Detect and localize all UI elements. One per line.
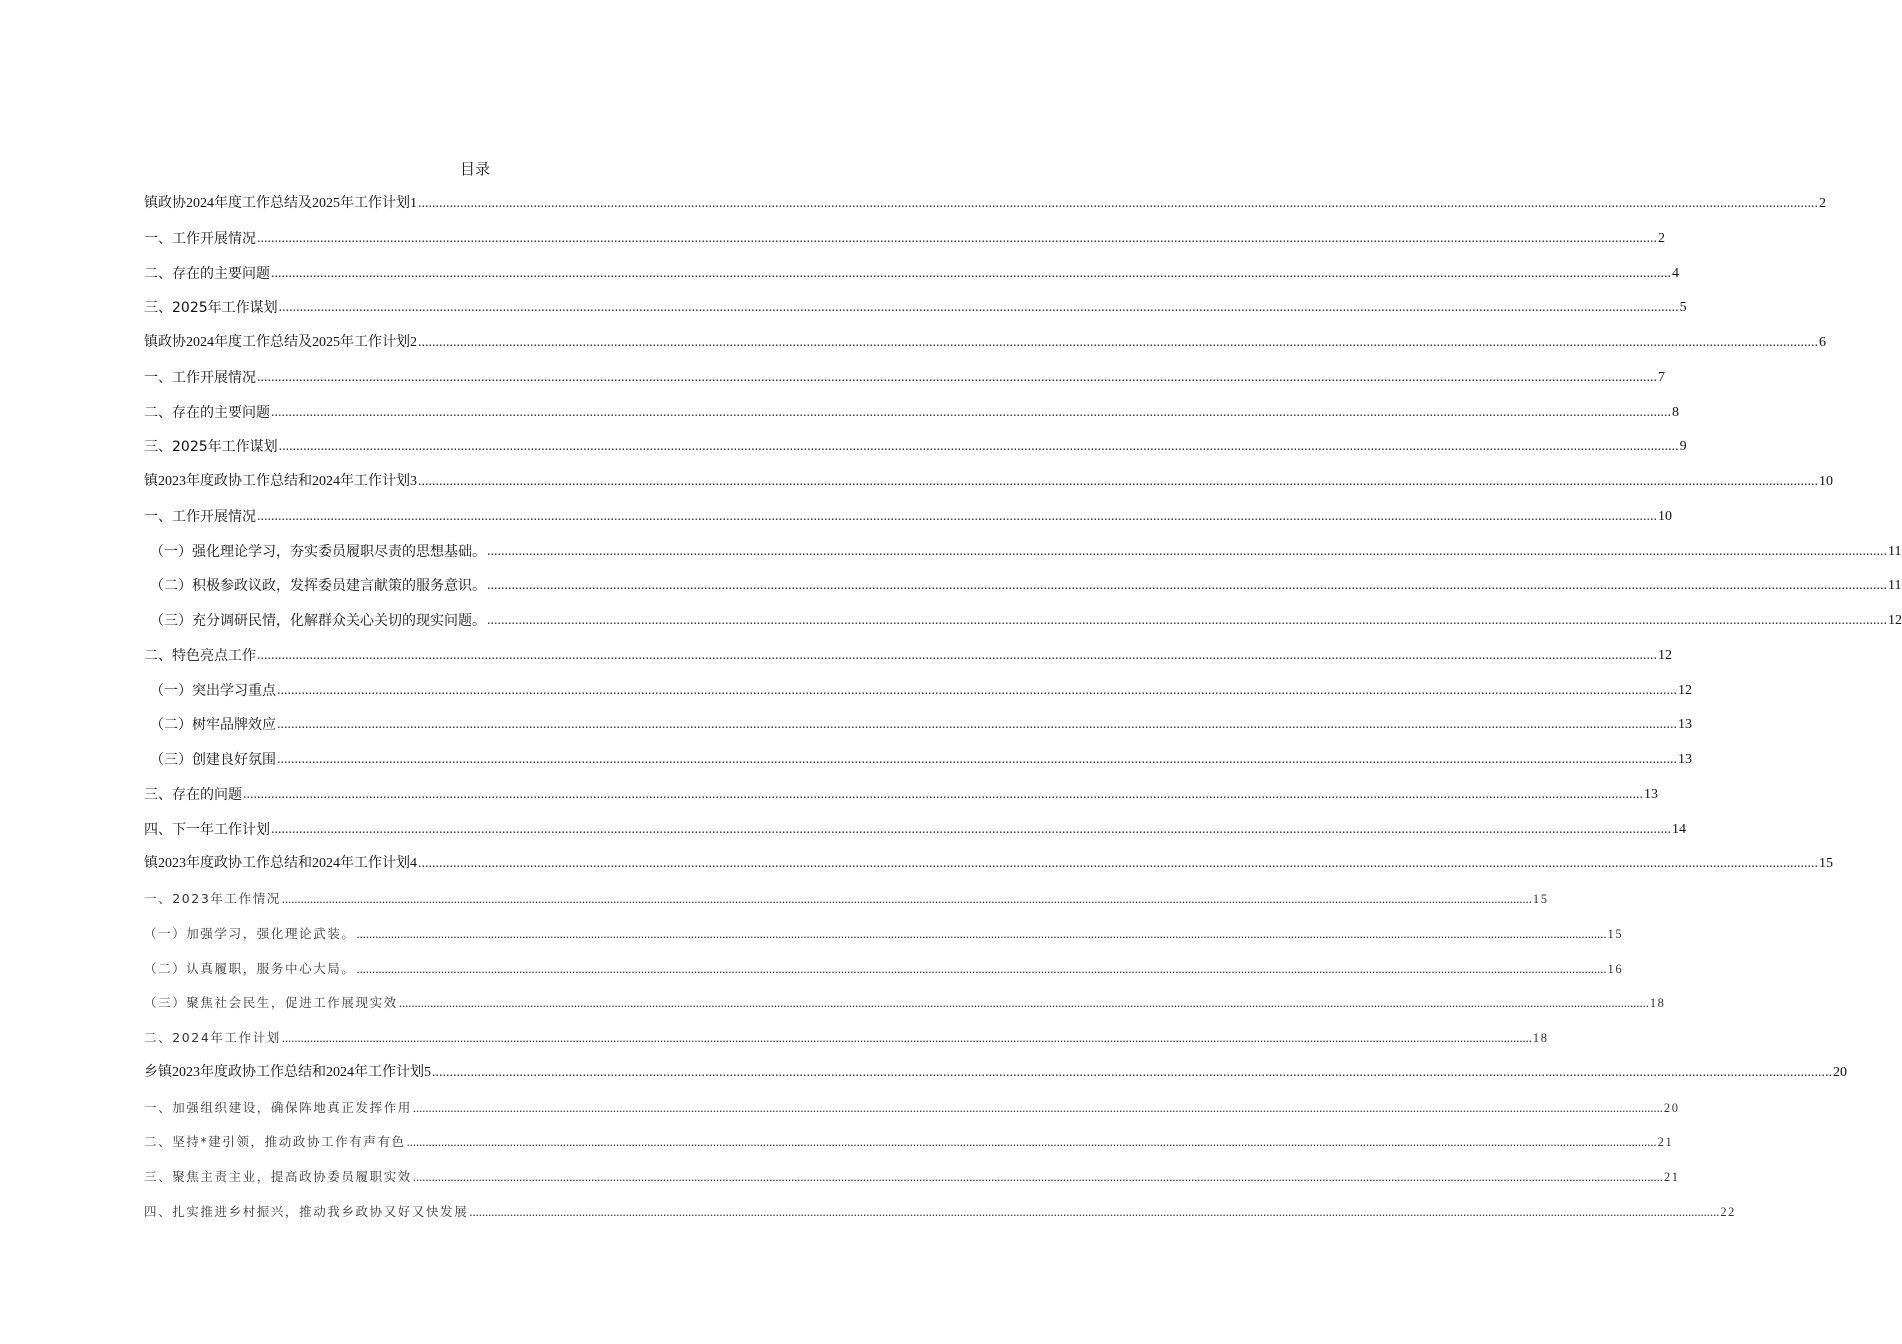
toc-page-number: 11 <box>1888 578 1902 594</box>
toc-page-number: 13 <box>1678 717 1692 733</box>
toc-entry-text: （三）充分调研民情，化解群众关心关切的现实问题。 <box>150 613 486 629</box>
toc-leader-dots: ................................................................................................................................................................................................................................................................................................................................................................................................................ <box>487 543 1887 559</box>
toc-leader-dots: ................................................................................................................................................................................................................................................................................................................................................................................................................ <box>469 1204 1720 1219</box>
toc-entry[interactable] <box>144 471 1833 506</box>
toc-entry[interactable] <box>144 402 1679 437</box>
toc-entry[interactable] <box>144 193 1826 228</box>
toc-page-number: 20 <box>1833 1064 1847 1080</box>
toc-leader-dots: ................................................................................................................................................................................................................................................................................................................................................................................................................ <box>487 613 1887 628</box>
toc-page-number: 21 <box>1663 1170 1680 1184</box>
toc-page-number: 18 <box>1532 1031 1549 1045</box>
toc-page-number: 10 <box>1658 508 1672 524</box>
toc-entry-text: （一）突出学习重点 <box>150 682 276 699</box>
toc-entry-text: 三、存在的问题 <box>144 786 242 803</box>
toc-leader-dots: ................................................................................................................................................................................................................................................................................................................................................................................................................ <box>257 230 1657 246</box>
toc-title: 目录 <box>459 160 490 178</box>
toc-entry[interactable] <box>144 1097 1680 1132</box>
toc-page-number: 9 <box>1679 439 1687 455</box>
toc-entry[interactable] <box>144 367 1665 402</box>
toc-leader-dots: ................................................................................................................................................................................................................................................................................................................................................................................................................ <box>271 265 1671 281</box>
toc-entry-text: 二、2024年工作计划 <box>144 1030 281 1045</box>
toc-entry[interactable] <box>144 1062 1847 1097</box>
toc-entry-text: 三、聚焦主责主业，提高政协委员履职实效 <box>144 1169 412 1184</box>
toc-leader-dots: ................................................................................................................................................................................................................................................................................................................................................................................................................ <box>432 1064 1832 1080</box>
toc-leader-dots: ................................................................................................................................................................................................................................................................................................................................................................................................................ <box>257 369 1657 385</box>
toc-entry[interactable] <box>144 992 1666 1027</box>
toc-entry-text: （一）强化理论学习，夯实委员履职尽责的思想基础。 <box>150 543 486 560</box>
toc-entry-text: （三）聚焦社会民生，促进工作展现实效 <box>144 995 398 1011</box>
toc-leader-dots: ................................................................................................................................................................................................................................................................................................................................................................................................................ <box>487 578 1887 594</box>
toc-entry-text: 一、工作开展情况 <box>144 369 256 386</box>
toc-leader-dots: ................................................................................................................................................................................................................................................................................................................................................................................................................ <box>412 1100 1663 1115</box>
toc-entry[interactable] <box>144 575 1902 610</box>
toc-page-number: 20 <box>1663 1100 1680 1115</box>
toc-leader-dots: ................................................................................................................................................................................................................................................................................................................................................................................................................ <box>243 786 1643 802</box>
toc-leader-dots: ................................................................................................................................................................................................................................................................................................................................................................................................................ <box>418 474 1818 489</box>
toc-entry-text: （二）树牢品牌效应 <box>150 717 276 734</box>
toc-leader-dots: ................................................................................................................................................................................................................................................................................................................................................................................................................ <box>418 335 1818 350</box>
toc-leader-dots: ................................................................................................................................................................................................................................................................................................................................................................................................................ <box>412 1170 1663 1184</box>
toc-entry[interactable] <box>144 1131 1674 1166</box>
toc-leader-dots: ................................................................................................................................................................................................................................................................................................................................................................................................................ <box>277 752 1677 767</box>
toc-entry[interactable] <box>144 680 1692 715</box>
toc-page-number: 10 <box>1819 474 1833 489</box>
toc-entry-text: 乡镇2023年度政协工作总结和2024年工作计划5 <box>144 1064 431 1080</box>
toc-leader-dots: ................................................................................................................................................................................................................................................................................................................................................................................................................ <box>356 926 1607 941</box>
toc-page-number: 21 <box>1657 1135 1674 1150</box>
toc-page-number: 13 <box>1644 786 1658 802</box>
toc-entry[interactable] <box>144 714 1692 749</box>
toc-entry-text: 一、2023年工作情况 <box>144 891 281 906</box>
toc-page-number: 22 <box>1720 1204 1737 1219</box>
toc-entry[interactable] <box>144 819 1686 854</box>
toc-entry[interactable] <box>144 297 1687 332</box>
toc-entry[interactable] <box>144 610 1902 645</box>
toc-page-number: 2 <box>1819 196 1826 211</box>
toc-page-number: 16 <box>1607 961 1624 976</box>
toc-leader-dots: ................................................................................................................................................................................................................................................................................................................................................................................................................ <box>356 961 1607 976</box>
toc-entry[interactable] <box>144 228 1665 263</box>
toc-leader-dots: ................................................................................................................................................................................................................................................................................................................................................................................................................ <box>278 300 1679 316</box>
toc-page-number: 12 <box>1678 682 1692 698</box>
toc-entry[interactable] <box>144 1166 1680 1201</box>
toc-page-number: 5 <box>1679 300 1687 316</box>
toc-leader-dots: ................................................................................................................................................................................................................................................................................................................................................................................................................ <box>271 821 1671 837</box>
toc-entry-text: （二）认真履职，服务中心大局。 <box>144 960 356 976</box>
toc-page-number: 15 <box>1607 926 1624 941</box>
toc-entry-text: 一、加强组织建设，确保阵地真正发挥作用 <box>144 1099 412 1115</box>
table-of-contents <box>144 193 1902 1236</box>
toc-page-number: 18 <box>1649 996 1666 1011</box>
toc-page-number: 15 <box>1532 892 1549 906</box>
toc-entry[interactable] <box>144 1027 1549 1062</box>
toc-entry[interactable] <box>144 506 1672 541</box>
toc-entry[interactable] <box>144 958 1624 993</box>
toc-entry[interactable] <box>144 645 1672 680</box>
toc-entry-text: 二、存在的主要问题 <box>144 404 270 421</box>
toc-leader-dots: ................................................................................................................................................................................................................................................................................................................................................................................................................ <box>278 439 1679 455</box>
toc-entry-text: 四、扎实推进乡村振兴，推动我乡政协又好又快发展 <box>144 1203 469 1219</box>
toc-entry-text: （一）加强学习，强化理论武装。 <box>144 925 356 941</box>
toc-entry-text: 镇政协2024年度工作总结及2025年工作计划1 <box>144 196 417 211</box>
toc-leader-dots: ................................................................................................................................................................................................................................................................................................................................................................................................................ <box>281 892 1532 906</box>
toc-entry-text: 四、下一年工作计划 <box>144 821 270 838</box>
toc-entry-text: 三、2025年工作谋划 <box>144 439 278 456</box>
toc-page-number: 4 <box>1672 265 1679 281</box>
toc-leader-dots: ................................................................................................................................................................................................................................................................................................................................................................................................................ <box>277 717 1677 733</box>
toc-leader-dots: ................................................................................................................................................................................................................................................................................................................................................................................................................ <box>406 1135 1657 1150</box>
toc-page-number: 11 <box>1888 543 1902 559</box>
toc-page-number: 13 <box>1678 752 1692 767</box>
toc-entry-text: 二、特色亮点工作 <box>144 647 256 664</box>
toc-entry-text: 一、工作开展情况 <box>144 508 256 525</box>
toc-entry[interactable] <box>144 853 1833 888</box>
toc-entry-text: 一、工作开展情况 <box>144 230 256 247</box>
toc-entry[interactable] <box>144 332 1826 367</box>
toc-entry[interactable] <box>144 784 1658 819</box>
toc-entry-text: （三）创建良好氛围 <box>150 752 276 768</box>
toc-page-number: 2 <box>1658 230 1665 246</box>
toc-entry[interactable] <box>144 923 1624 958</box>
toc-leader-dots: ................................................................................................................................................................................................................................................................................................................................................................................................................ <box>398 996 1649 1011</box>
toc-entry-text: 镇2023年度政协工作总结和2024年工作计划3 <box>144 474 417 489</box>
toc-leader-dots: ................................................................................................................................................................................................................................................................................................................................................................................................................ <box>281 1031 1532 1045</box>
toc-entry-text: 镇政协2024年度工作总结及2025年工作计划2 <box>144 335 417 350</box>
toc-entry-text: 镇2023年度政协工作总结和2024年工作计划4 <box>144 856 417 872</box>
toc-leader-dots: ................................................................................................................................................................................................................................................................................................................................................................................................................ <box>257 647 1657 663</box>
toc-leader-dots: ................................................................................................................................................................................................................................................................................................................................................................................................................ <box>418 196 1818 211</box>
toc-page-number: 7 <box>1658 369 1665 385</box>
toc-entry-text: （二）积极参政议政，发挥委员建言献策的服务意识。 <box>150 578 486 595</box>
toc-entry[interactable] <box>144 263 1679 298</box>
toc-page-number: 12 <box>1658 647 1672 663</box>
toc-entry[interactable] <box>144 749 1692 784</box>
toc-entry-text: 二、存在的主要问题 <box>144 265 270 282</box>
toc-entry-text: 二、坚持*建引领，推动政协工作有声有色 <box>144 1134 406 1150</box>
toc-entry-text: 三、2025年工作谋划 <box>144 300 278 317</box>
toc-entry[interactable] <box>144 436 1687 471</box>
toc-entry[interactable] <box>144 541 1902 576</box>
toc-entry[interactable] <box>144 1201 1737 1236</box>
toc-leader-dots: ................................................................................................................................................................................................................................................................................................................................................................................................................ <box>418 856 1818 872</box>
toc-page-number: 6 <box>1819 335 1826 350</box>
toc-page-number: 14 <box>1672 821 1686 837</box>
toc-page-number: 8 <box>1672 404 1679 420</box>
toc-entry[interactable] <box>144 888 1549 923</box>
toc-leader-dots: ................................................................................................................................................................................................................................................................................................................................................................................................................ <box>257 508 1657 524</box>
toc-page-number: 12 <box>1888 613 1902 628</box>
toc-leader-dots: ................................................................................................................................................................................................................................................................................................................................................................................................................ <box>277 682 1677 698</box>
toc-page-number: 15 <box>1819 856 1833 872</box>
toc-leader-dots: ................................................................................................................................................................................................................................................................................................................................................................................................................ <box>271 404 1671 420</box>
